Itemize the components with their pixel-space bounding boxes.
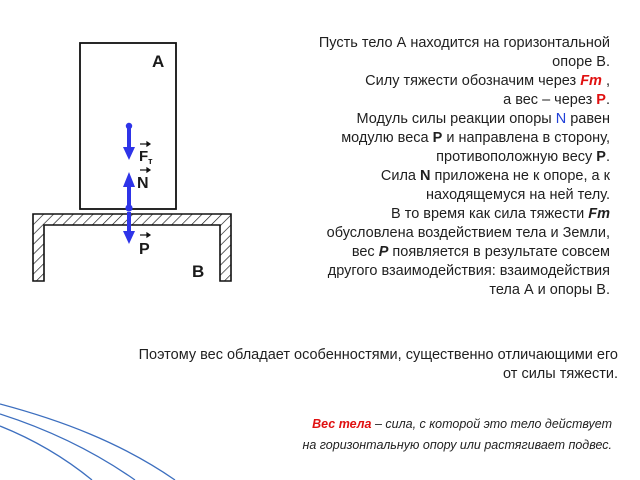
summary-line-2: от силы тяжести.	[503, 366, 618, 382]
text-line-9: находящемуся на ней телу.	[425, 187, 610, 203]
text-line-5-pre: Модуль силы реакции опоры	[356, 111, 556, 127]
text-line-5	[319, 110, 610, 129]
text-line-3	[319, 72, 610, 91]
text-line-7	[319, 148, 610, 167]
text-line-8-pre: Сила	[380, 168, 420, 184]
text-line-3-post: ,	[601, 73, 610, 89]
explanation-paragraph	[319, 34, 610, 300]
symbol-p: Р	[596, 92, 606, 108]
text-line-3-pre: Силу тяжести обозначим через	[365, 73, 581, 89]
definition-line-1-rest: – сила, с которой это тело действует	[371, 417, 612, 431]
label-ft-base: F	[139, 148, 149, 165]
label-support-b: B	[192, 262, 205, 281]
label-ft-sub: т	[148, 156, 153, 166]
text-line-10	[319, 205, 610, 224]
symbol-ft: Fт	[580, 73, 602, 89]
definition-paragraph	[302, 414, 612, 456]
label-n: N	[137, 175, 149, 192]
label-p: P	[139, 241, 150, 258]
text-line-13: другого взаимодействия: взаимодействия	[327, 263, 610, 279]
definition-term: Вес тела	[312, 417, 372, 431]
symbol-n: N	[555, 111, 567, 127]
text-line-8-post: приложена не к опоре, а к	[430, 168, 610, 184]
summary-line-1: Поэтому вес обладает особенностями, существенно отличающими его	[138, 347, 618, 363]
definition-line-2: на горизонтальную опору или растягивает подвес.	[302, 438, 612, 452]
definition-line-1	[302, 414, 612, 435]
text-line-4	[319, 91, 610, 110]
text-line-7-pre: противоположную весу	[436, 149, 597, 165]
text-line-14: тела А и опоры В.	[489, 282, 610, 298]
text-line-12	[319, 243, 610, 262]
summary-paragraph	[139, 346, 618, 384]
text-line-11: обусловлена воздействием тела и Земли,	[326, 225, 610, 241]
symbol-n-bold: N	[420, 168, 431, 184]
text-line-2: опоре В.	[552, 54, 610, 70]
symbol-p-italic: Р	[378, 244, 389, 260]
text-line-6	[319, 129, 610, 148]
text-line-4-pre: а вес – через	[503, 92, 597, 108]
text-line-12-pre: вес	[351, 244, 379, 260]
text-line-5-post: равен	[566, 111, 610, 127]
symbol-p-bold-2: Р	[596, 149, 606, 165]
decorative-lines	[0, 404, 175, 480]
text-line-10-pre: В то время как сила тяжести	[391, 206, 589, 222]
text-line-4-post: .	[605, 92, 610, 108]
label-body-a: A	[152, 52, 165, 71]
text-line-8	[319, 167, 610, 186]
text-line-6-pre: модулю веса	[341, 130, 433, 146]
text-line-1: Пусть тело А находится на горизонтальной	[318, 35, 610, 51]
text-line-6-post: и направлена в сторону,	[442, 130, 610, 146]
symbol-p-bold: Р	[432, 130, 443, 146]
text-line-12-post: появляется в результате совсем	[388, 244, 610, 260]
text-line-7-post: .	[605, 149, 610, 165]
symbol-ft-bold: Fт	[588, 206, 610, 222]
